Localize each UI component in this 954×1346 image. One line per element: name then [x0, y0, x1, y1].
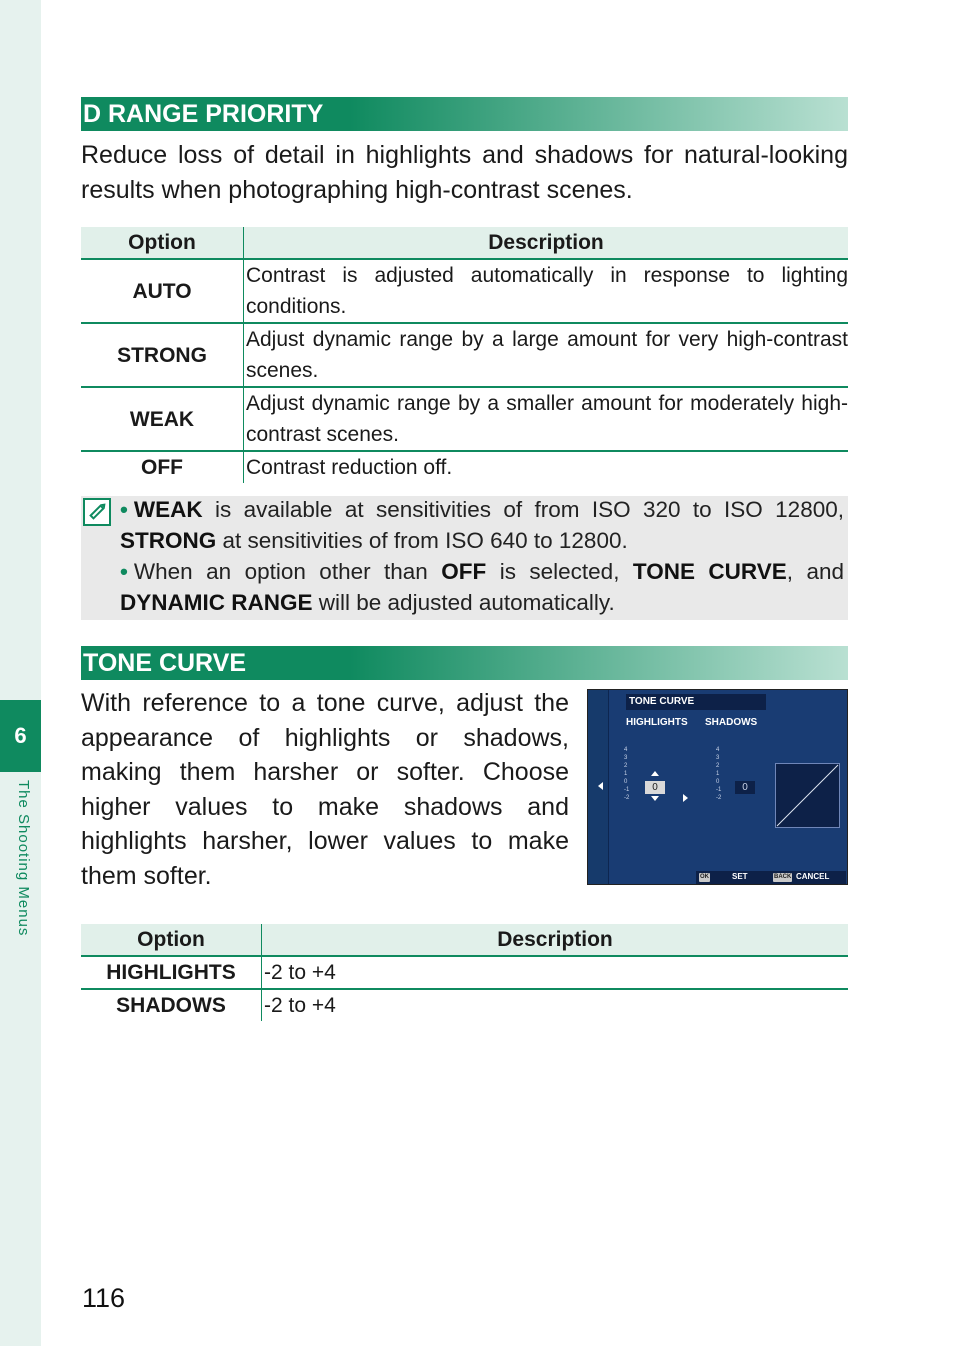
tone-curve-table: [81, 924, 848, 1021]
note-bold-off: OFF: [441, 559, 487, 584]
scale-tick: 4: [716, 747, 720, 753]
column-header-description: Description: [262, 924, 849, 956]
d-range-priority-table: [81, 227, 848, 483]
bullet-dot-icon: •: [120, 559, 128, 584]
cancel-label: CANCEL: [796, 872, 830, 881]
table-row: [81, 259, 848, 323]
value-down-icon[interactable]: [651, 796, 659, 801]
d-range-priority-intro: Reduce loss of detail in highlights and shadows for natural-looking results when photographing high-contrast scenes.: [81, 141, 848, 204]
page-number: 116: [82, 1283, 126, 1313]
option-name: STRONG: [81, 323, 244, 387]
option-name: OFF: [141, 456, 183, 479]
screen-highlights-label: HIGHLIGHTS: [626, 717, 688, 728]
arrow-right-icon: [683, 794, 688, 802]
scale-tick: 1: [624, 771, 628, 777]
scale-tick: 0: [716, 779, 720, 785]
section-heading-d-range-priority: D RANGE PRIORITY: [81, 97, 848, 131]
option-description: Contrast reduction off.: [244, 451, 849, 483]
note-item-auto-adjust: [120, 556, 844, 618]
option-description: Contrast is adjusted automatically in response to lighting conditions.: [244, 259, 849, 323]
scale-tick: -2: [624, 795, 630, 801]
camera-screen-tone-curve: [587, 689, 848, 885]
note-bold-weak: WEAK: [133, 497, 203, 522]
note-text: at sensitivities of from ISO 640 to 12800.: [216, 528, 628, 553]
option-description: -2 to +4: [262, 989, 849, 1021]
scale-tick: 1: [716, 771, 720, 777]
scale-tick: -2: [716, 795, 722, 801]
section-heading-tone-curve: TONE CURVE: [81, 646, 848, 680]
scale-tick: 4: [624, 747, 628, 753]
tone-curve-graph: [775, 763, 840, 828]
screen-title: TONE CURVE: [626, 694, 766, 710]
tone-curve-intro: With reference to a tone curve, adjust the appearance of highlights or shadows, making them harsher or softer. Choose higher values to make shadows and highlights harsher, lower values to make them softer.: [81, 689, 569, 890]
shadows-value[interactable]: 0: [735, 781, 755, 794]
note-text: When an option other than: [133, 559, 442, 584]
note-bold-dynamic-range: DYNAMIC RANGE: [120, 590, 313, 615]
option-description: Adjust dynamic range by a smaller amount for moderately high-contrast scenes.: [244, 387, 849, 451]
shadows-scale: [716, 746, 721, 802]
screen-shadows-label: SHADOWS: [705, 717, 758, 728]
tone-curve-line: [776, 764, 839, 827]
table-row: [81, 451, 848, 483]
highlights-value[interactable]: 0: [645, 781, 665, 794]
arrow-left-icon: [598, 782, 604, 790]
scale-tick: 3: [624, 755, 628, 761]
scale-tick: 2: [624, 763, 628, 769]
note-bold-tone-curve: TONE CURVE: [632, 559, 787, 584]
column-header-option: Option: [81, 227, 244, 259]
back-button-badge[interactable]: BACK: [774, 874, 792, 880]
column-header-description: Description: [244, 227, 849, 259]
scale-tick: -1: [716, 787, 722, 793]
bullet-dot-icon: •: [120, 497, 128, 522]
note-text: is available at sensitivities of from ISO 320 to ISO 12800,: [202, 497, 844, 522]
note-bold-strong: STRONG: [120, 528, 217, 553]
table-row: [81, 956, 848, 989]
option-description: Adjust dynamic range by a large amount for very high-contrast scenes.: [244, 323, 849, 387]
ok-button-badge[interactable]: OK: [700, 874, 709, 880]
highlights-scale: [624, 746, 629, 802]
option-name: AUTO: [81, 259, 244, 323]
table-row: [81, 323, 848, 387]
note-text: will be adjusted automatically.: [312, 590, 615, 615]
chapter-side-stripe: [0, 0, 41, 1346]
option-description: -2 to +4: [262, 956, 849, 989]
scale-tick: 2: [716, 763, 720, 769]
table-row: [81, 989, 848, 1021]
chapter-number-tab: 6: [0, 700, 41, 772]
screen-bottom-bar: [696, 871, 846, 884]
set-label: SET: [732, 872, 748, 881]
scale-tick: -1: [624, 787, 630, 793]
note-pencil-icon: [83, 498, 111, 526]
column-header-option: Option: [81, 924, 262, 956]
note-text: , and: [786, 559, 845, 584]
option-name: WEAK: [81, 387, 244, 451]
table-row: [81, 387, 848, 451]
note-item-weak-strong: [120, 494, 844, 556]
table-header-row: [81, 924, 848, 956]
note-text: is selected,: [486, 559, 633, 584]
chapter-name: The Shooting Menus: [15, 780, 32, 937]
scale-tick: 0: [624, 779, 628, 785]
value-up-icon[interactable]: [651, 771, 659, 776]
table-header-row: [81, 227, 848, 259]
option-name: SHADOWS: [116, 994, 226, 1017]
scale-tick: 3: [716, 755, 720, 761]
option-name: HIGHLIGHTS: [81, 956, 262, 989]
